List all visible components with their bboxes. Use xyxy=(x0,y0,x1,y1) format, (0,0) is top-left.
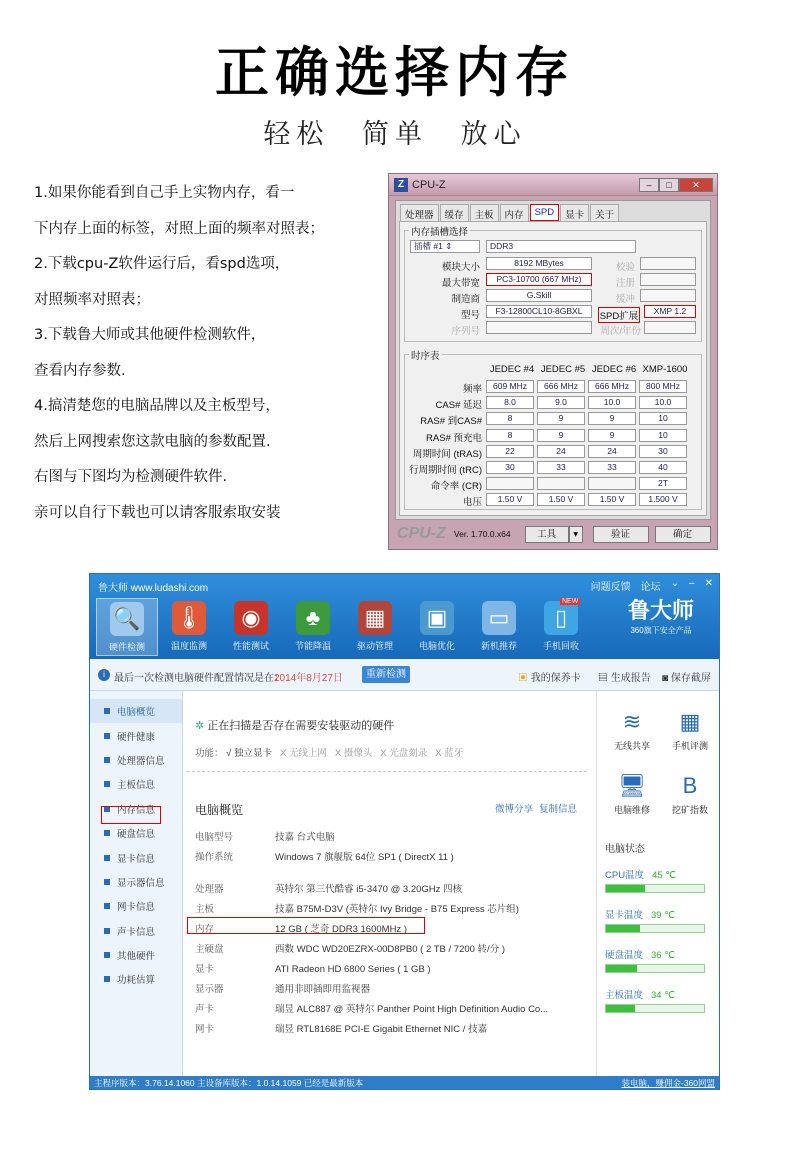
spec-row xyxy=(195,981,370,995)
monitor-magnifier-icon: 🔍 xyxy=(110,602,144,636)
part-number-value: F3-12800CL10-8GBXL xyxy=(486,305,592,318)
timing-cell: 30 xyxy=(639,445,687,458)
tool-clover[interactable] xyxy=(282,598,344,656)
timing-cell: 10.0 xyxy=(639,396,687,409)
report-icon: ▤ xyxy=(598,673,611,684)
steps-text xyxy=(34,176,384,531)
sidebar-item[interactable] xyxy=(90,821,182,845)
sidebar-item-label: 电脑概览 xyxy=(117,707,156,719)
share-link[interactable]: 微博分享 xyxy=(495,804,534,815)
timing-col-header: JEDEC #4 xyxy=(489,364,535,375)
spec-row xyxy=(195,941,505,955)
sidebar-item-label: 功耗估算 xyxy=(117,975,156,987)
tool-toolbox[interactable] xyxy=(344,598,406,656)
manufacturer-value: G.Skill xyxy=(486,289,592,302)
cpuz-tabs xyxy=(396,201,710,221)
ludashi-right-panel xyxy=(596,691,720,1076)
registered-label: 注册 xyxy=(615,278,635,289)
tab-cache[interactable]: 缓存 xyxy=(440,204,469,221)
loading-icon: ✲ xyxy=(195,720,208,732)
ludashi-mascot xyxy=(611,594,711,654)
bullet-icon xyxy=(104,733,110,739)
sidebar-item[interactable] xyxy=(90,772,182,796)
func-item: X 光盘刻录 xyxy=(380,748,428,759)
sidebar-item-label: 其他硬件 xyxy=(117,951,156,963)
temp-value: 39 ℃ xyxy=(651,910,675,921)
timing-col-header: XMP-1600 xyxy=(642,364,688,375)
new-badge: NEW xyxy=(562,598,579,605)
feedback-link[interactable]: 问题反馈 xyxy=(590,582,631,593)
quick-label: 挖矿指数 xyxy=(671,805,708,815)
quick-wifi[interactable] xyxy=(605,709,659,752)
picture-icon: ▣ xyxy=(420,601,454,635)
spec-key: 声卡 xyxy=(195,1004,215,1015)
timing-cell: 9.0 xyxy=(537,396,585,409)
ludashi-header xyxy=(90,574,720,659)
page-title: 正确选择内存 xyxy=(215,41,575,104)
part-number-label: 型号 xyxy=(460,310,480,321)
spec-value: ATI Radeon HD 6800 Series ( 1 GB ) xyxy=(275,964,431,975)
func-item: √ 独立显卡 xyxy=(226,748,273,759)
func-label: 功能： xyxy=(195,748,224,759)
bullet-icon xyxy=(104,830,110,836)
quick-label: 手机评测 xyxy=(671,741,708,751)
spec-key: 电脑型号 xyxy=(195,832,234,843)
week-year-label: 周次/年份 xyxy=(600,326,641,337)
step-line: 右图与下图均为检测硬件软件. xyxy=(34,469,228,485)
spec-row xyxy=(195,901,519,915)
quick-bitcoin[interactable] xyxy=(663,773,717,816)
timing-cell: 40 xyxy=(639,461,687,474)
tab-graphics[interactable]: 显卡 xyxy=(560,204,589,221)
tool-label: 节能降温 xyxy=(294,641,331,651)
sidebar-item-label: 内存信息 xyxy=(117,804,156,816)
manufacturer-label: 制造商 xyxy=(451,294,480,305)
timing-row-label: 周期时间 (tRAS) xyxy=(412,448,482,460)
temperature-item xyxy=(605,907,717,933)
timing-cell: 30 xyxy=(486,461,534,474)
cpuz-title: CPU-Z xyxy=(412,178,446,191)
tab-memory[interactable]: 内存 xyxy=(500,204,529,221)
timing-cell xyxy=(588,477,636,490)
repair-icon: 🖥 xyxy=(618,773,646,798)
menu-icon[interactable]: ⌄ xyxy=(670,578,680,589)
spec-key: 主板 xyxy=(195,904,215,915)
warranty-card-label: 我的保养卡 xyxy=(530,673,581,684)
minimize-icon[interactable]: – xyxy=(689,578,695,589)
bullet-icon xyxy=(104,879,110,885)
bullet-icon xyxy=(104,976,110,982)
toolbox-icon: ▦ xyxy=(358,601,392,635)
timing-cell: 8 xyxy=(486,412,534,425)
func-item: X 无线上网 xyxy=(279,748,327,759)
cpuz-window xyxy=(388,173,718,550)
max-bandwidth-label: 最大带宽 xyxy=(441,278,480,289)
tool-label: 硬件检测 xyxy=(108,642,145,652)
sidebar-item[interactable] xyxy=(90,919,182,943)
spinner-icon: ⇕ xyxy=(445,241,453,251)
cpuz-footer xyxy=(395,523,711,545)
step-line: 对照频率对照表； xyxy=(34,291,150,308)
ludashi-title: 鲁大师 www.ludashi.com xyxy=(98,583,209,594)
registered-value xyxy=(640,273,696,286)
serial-value xyxy=(486,321,592,334)
ludashi-toolbar xyxy=(96,598,592,656)
computer-icon: ▭ xyxy=(482,601,516,635)
spec-row xyxy=(195,849,454,863)
sidebar-item[interactable] xyxy=(90,967,182,991)
spec-key: 网卡 xyxy=(195,1024,215,1035)
recheck-button[interactable]: 重新检测 xyxy=(362,666,410,683)
bullet-icon xyxy=(104,781,110,787)
tool-computer[interactable] xyxy=(468,598,530,656)
timing-cell: 1.50 V xyxy=(588,493,636,506)
timing-cell: 8 xyxy=(486,429,534,442)
tool-monitor-magnifier[interactable] xyxy=(96,598,158,656)
bullet-icon xyxy=(104,928,110,934)
info-icon: i xyxy=(98,669,110,681)
timing-cell: 9 xyxy=(537,412,585,425)
temp-bar-fill xyxy=(606,1005,635,1012)
spec-value: 瑞昱 ALC887 @ 英特尔 Panther Point High Definition Audio Co... xyxy=(275,1004,549,1015)
quick-repair[interactable] xyxy=(605,773,659,816)
info-text: 最后一次检测电脑硬件配置情况是在： xyxy=(114,673,284,684)
temp-label: CPU温度 xyxy=(605,870,645,881)
timing-cell: 22 xyxy=(486,445,534,458)
spec-value: 瑞昱 RTL8168E PCI-E Gigabit Ethernet NIC / 技嘉 xyxy=(275,1024,488,1035)
correction-label: 校验 xyxy=(615,262,635,273)
spec-value: 技嘉 台式电脑 xyxy=(275,832,335,843)
status-title: 电脑状态 xyxy=(605,844,645,855)
page-subtitle: 轻松 简单 放心 xyxy=(263,119,527,150)
quick-label: 无线共享 xyxy=(613,741,650,751)
cpuz-version: Ver. 1.70.0.x64 xyxy=(453,529,511,539)
maximize-button[interactable]: □ xyxy=(659,178,679,192)
spec-row xyxy=(195,961,431,975)
mascot-name: 鲁大师 xyxy=(627,598,694,623)
timing-cell: 609 MHz xyxy=(486,380,534,393)
func-item: X 摄像头 xyxy=(334,748,373,759)
status-text: 主程序版本：3.76.14.1060 主设备库版本：1.0.14.1059 已经是最新版本 xyxy=(94,1078,364,1088)
info-date: 2014年8月27日 xyxy=(274,673,343,684)
timing-cell: 10 xyxy=(639,429,687,442)
quick-phone-qr[interactable] xyxy=(663,709,717,752)
timing-cell: 1.500 V xyxy=(639,493,687,506)
timing-cell: 666 MHz xyxy=(537,380,585,393)
timing-cell: 24 xyxy=(537,445,585,458)
serial-label: 序列号 xyxy=(451,326,480,337)
tool-phone-recycle[interactable] xyxy=(530,598,592,656)
timing-cell: 9 xyxy=(588,412,636,425)
buffered-value xyxy=(640,289,696,302)
sidebar-item-label: 硬件健康 xyxy=(117,731,156,743)
ludashi-main xyxy=(183,691,596,1076)
sidebar-item[interactable] xyxy=(90,894,182,918)
phone-qr-icon: ▦ xyxy=(679,709,701,734)
temp-bar-fill xyxy=(606,885,645,892)
sidebar-item-label: 硬盘信息 xyxy=(117,829,156,841)
timing-cell xyxy=(486,477,534,490)
spec-row xyxy=(195,881,462,895)
step-line: 1.如果你能看到自己手上实物内存，看一 xyxy=(34,185,295,201)
ad-link[interactable]: 装电脑，赚佣金-360网盟 xyxy=(621,1078,715,1088)
sidebar-item[interactable] xyxy=(90,748,182,772)
tool-speedometer[interactable] xyxy=(220,598,282,656)
module-size-value: 8192 MBytes xyxy=(486,257,592,270)
spec-key: 内存 xyxy=(195,924,215,935)
spd-ext-label: SPD扩展 xyxy=(598,307,640,323)
temp-label: 硬盘温度 xyxy=(605,950,644,961)
temp-value: 34 ℃ xyxy=(651,990,675,1001)
report-label: 生成报告 xyxy=(610,673,651,684)
temp-value: 45 ℃ xyxy=(652,870,676,881)
timing-cell: 10.0 xyxy=(588,396,636,409)
tool-label: 性能测试 xyxy=(232,641,269,651)
spec-row xyxy=(195,829,335,843)
camera-icon: ◙ xyxy=(662,673,671,684)
timing-cell: 10 xyxy=(639,412,687,425)
report-link[interactable] xyxy=(598,669,651,684)
tool-label: 电脑优化 xyxy=(418,641,455,651)
bullet-icon xyxy=(104,855,110,861)
nav-highlight-box xyxy=(101,806,161,824)
ludashi-sidebar xyxy=(90,691,183,1076)
timing-cell: 9 xyxy=(588,429,636,442)
max-bandwidth-value: PC3-10700 (667 MHz) xyxy=(486,273,592,286)
timing-row-label: RAS# 到CAS# xyxy=(420,416,482,428)
temp-label: 主板温度 xyxy=(605,990,644,1001)
timing-col-header: JEDEC #6 xyxy=(591,364,637,375)
spec-value: 英特尔 第三代酷睿 i5-3470 @ 3.20GHz 四核 xyxy=(275,884,463,895)
step-line: 4.搞清楚您的电脑品牌以及主板型号， xyxy=(34,398,280,414)
temp-bar xyxy=(605,964,705,973)
spec-value: 通用非即插即用监视器 xyxy=(275,984,371,995)
forum-link[interactable]: 论坛 xyxy=(640,582,661,593)
cpuz-logo-icon: Z xyxy=(394,178,408,192)
bullet-icon xyxy=(104,952,110,958)
tools-dropdown-button[interactable]: ▾ xyxy=(569,526,583,543)
timing-cell: 1.50 V xyxy=(537,493,585,506)
temp-bar xyxy=(605,924,705,933)
speedometer-icon: ◉ xyxy=(234,601,268,635)
temp-label: 显卡温度 xyxy=(605,910,644,921)
sidebar-item-label: 网卡信息 xyxy=(117,902,156,914)
scan-text: 正在扫描是否存在需要安装驱动的硬件 xyxy=(207,720,395,732)
timing-row-label: 频率 xyxy=(462,384,482,395)
timing-row-label: RAS# 预充电 xyxy=(426,432,482,444)
tab-cpu[interactable]: 处理器 xyxy=(400,204,439,221)
copy-link[interactable]: 复制信息 xyxy=(539,804,578,815)
validate-button[interactable]: 验证 xyxy=(593,526,649,543)
sidebar-item[interactable] xyxy=(90,943,182,967)
slot-group-label: 内存插槽选择 xyxy=(409,224,470,238)
phone-recycle-icon: ▯ xyxy=(544,601,578,635)
spec-value: 12 GB ( 芝奇 DDR3 1600MHz ) xyxy=(275,924,407,935)
timing-cell: 33 xyxy=(588,461,636,474)
spd-ext-value: XMP 1.2 xyxy=(644,305,696,318)
week-year-value xyxy=(644,321,696,334)
clover-icon: ♣ xyxy=(296,601,330,635)
spec-key: 操作系统 xyxy=(195,852,234,863)
sidebar-item-label: 显示器信息 xyxy=(117,877,165,889)
bitcoin-icon: B xyxy=(682,773,698,798)
temp-bar-fill xyxy=(606,965,637,972)
timing-row-label: 电压 xyxy=(462,497,482,509)
temp-bar xyxy=(605,1004,705,1013)
bullet-icon xyxy=(104,708,110,714)
slot-select[interactable] xyxy=(410,240,480,253)
sidebar-item[interactable] xyxy=(90,699,182,723)
tool-thermometer[interactable] xyxy=(158,598,220,656)
mascot-sub: 360旗下安全产品 xyxy=(630,626,692,635)
screenshot-label: 保存截屏 xyxy=(670,673,711,684)
tools-button[interactable]: 工具 xyxy=(525,526,569,543)
buffered-label: 缓冲 xyxy=(615,294,635,305)
spec-row xyxy=(195,1001,548,1015)
timing-cell: 8.0 xyxy=(486,396,534,409)
step-line: 亲可以自行下载也可以请客服索取安装 xyxy=(34,504,281,521)
step-line: 查看内存参数. xyxy=(34,362,126,379)
timing-cell: 33 xyxy=(537,461,585,474)
spec-key: 显示器 xyxy=(195,984,224,995)
minimize-button[interactable]: – xyxy=(639,178,659,192)
bullet-icon xyxy=(104,903,110,909)
timing-col-header: JEDEC #5 xyxy=(540,364,586,375)
screenshot-link[interactable] xyxy=(662,669,711,684)
timing-row-label: CAS# 延迟 xyxy=(435,400,482,412)
cpuz-titlebar xyxy=(389,174,717,196)
quick-label: 电脑维修 xyxy=(613,805,650,815)
tool-label: 温度监测 xyxy=(170,641,207,651)
memory-highlight-box xyxy=(187,917,425,934)
sidebar-item[interactable] xyxy=(90,845,182,869)
ludashi-window xyxy=(89,573,720,1090)
sidebar-item[interactable] xyxy=(90,723,182,747)
sidebar-item-label: 显卡信息 xyxy=(117,853,156,865)
overview-title: 电脑概览 xyxy=(195,803,244,817)
step-line: 2.下载cpu-Z软件运行后，看spd选项， xyxy=(34,256,290,272)
spec-value: 西数 WDC WD20EZRX-00D8PB0 ( 2 TB / 7200 转/分 ) xyxy=(275,944,505,955)
correction-value xyxy=(640,257,696,270)
tool-label: 手机回收 xyxy=(542,641,579,651)
tab-about[interactable]: 关于 xyxy=(590,204,619,221)
module-size-label: 模块大小 xyxy=(441,262,480,273)
tab-spd[interactable]: SPD xyxy=(530,204,560,221)
timing-cell: 2T xyxy=(639,477,687,490)
tool-label: 驱动管理 xyxy=(356,641,393,651)
timing-row-label: 行周期时间 (tRC) xyxy=(409,465,482,476)
temp-bar xyxy=(605,884,705,893)
timing-cell: 1.50 V xyxy=(486,493,534,506)
sidebar-item[interactable] xyxy=(90,870,182,894)
spec-key: 处理器 xyxy=(195,884,224,895)
temp-value: 36 ℃ xyxy=(651,950,675,961)
timing-cell: 800 MHz xyxy=(639,380,687,393)
sidebar-item-label: 主板信息 xyxy=(117,780,156,792)
slot-select-value: 插槽 #1 xyxy=(414,241,443,251)
close-icon[interactable]: ✕ xyxy=(704,578,713,589)
spec-key: 显卡 xyxy=(195,964,215,975)
tool-picture[interactable] xyxy=(406,598,468,656)
timing-group-label: 时序表 xyxy=(409,348,442,362)
close-button[interactable]: ✕ xyxy=(679,178,713,192)
spec-row xyxy=(195,1021,487,1035)
bullet-icon xyxy=(104,757,110,763)
sidebar-item-label: 处理器信息 xyxy=(117,755,165,767)
timing-cell xyxy=(537,477,585,490)
timing-cell: 666 MHz xyxy=(588,380,636,393)
thermometer-icon: 🌡 xyxy=(172,601,206,635)
temperature-item xyxy=(605,947,717,973)
info-bar xyxy=(90,659,720,691)
cpuz-brand: CPU-Z xyxy=(397,525,446,542)
ok-button[interactable]: 确定 xyxy=(655,526,711,543)
temperature-item xyxy=(605,987,717,1013)
timing-cell: 9 xyxy=(537,429,585,442)
step-line: 下内存上面的标签，对照上面的频率对照表； xyxy=(34,220,324,237)
timing-row-label: 命令率 (CR) xyxy=(430,481,482,493)
status-bar xyxy=(90,1076,720,1090)
warranty-card-link[interactable] xyxy=(518,669,581,684)
tool-label: 新机推荐 xyxy=(480,641,517,651)
spec-value: 技嘉 B75M-D3V (英特尔 Ivy Bridge - B75 Express 芯片组) xyxy=(275,904,519,915)
vip-icon: ▣ xyxy=(518,673,531,684)
temp-bar-fill xyxy=(606,925,640,932)
spec-value: Windows 7 旗舰版 64位 SP1 ( DirectX 11 ) xyxy=(275,852,454,863)
step-line: 3.下载鲁大师或其他硬件检测软件， xyxy=(34,327,266,343)
function-row xyxy=(195,745,463,759)
tab-mainboard[interactable]: 主板 xyxy=(470,204,499,221)
divider xyxy=(187,771,587,772)
spec-key: 主硬盘 xyxy=(195,944,224,955)
step-line: 然后上网搜索您这款电脑的参数配置. xyxy=(34,433,271,450)
timing-cell: 24 xyxy=(588,445,636,458)
sidebar-item-label: 声卡信息 xyxy=(117,926,156,938)
slot-type: DDR3 xyxy=(486,240,636,253)
func-item: X 蓝牙 xyxy=(435,748,464,759)
temperature-item xyxy=(605,867,717,893)
wifi-icon: ≋ xyxy=(622,709,642,734)
